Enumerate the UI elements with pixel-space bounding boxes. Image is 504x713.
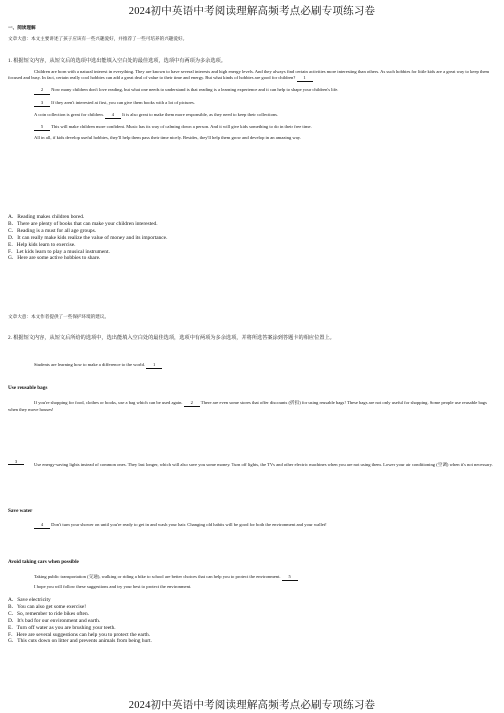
q1-instruction: 1. 根据短文内容，从短文后的选项中选出能填入空白处的最佳选项，选项中有两项为多余选项。 xyxy=(8,58,226,64)
q1-blank-1[interactable]: 1 xyxy=(297,75,313,82)
q2-para-3-body xyxy=(8,522,496,529)
q2-option-d[interactable]: D．It's bad for our environment and earth. xyxy=(8,617,101,624)
q1-passage xyxy=(8,69,496,141)
q1-para-5-text: This will make children more confident. Music has its way of calming down a person. And it will give kids something to do in their free time. xyxy=(51,124,312,130)
q2-para-2 xyxy=(8,462,496,468)
page-header: 2024初中英语中考阅读理解高频考点必刷专项练习卷 xyxy=(128,6,376,17)
q1-blank-2[interactable]: 2 xyxy=(34,87,50,94)
q2-option-c[interactable]: C．So, remember to ride bikes often. xyxy=(8,610,89,617)
q1-blank-5[interactable]: 5 xyxy=(34,124,50,131)
q2-intro-text: Students are learning how to make a difference to the world. xyxy=(34,362,146,367)
q1-para-4-text-b: It is also great to make them more responsible, as they need to keep their collections. xyxy=(122,111,279,117)
q1-options xyxy=(8,214,496,262)
q2-para-2-text: Use energy-saving lights instead of common ones. They last longer, which will also save you some money. Turn off lights, the TVs and other electric machines when you are not using them. Lower your air conditioning (空调) when it's not necessary. xyxy=(34,462,493,467)
q1-para-5 xyxy=(8,124,496,131)
q1-option-f[interactable]: F．Let kids learn to play a musical instrument. xyxy=(8,248,110,255)
q1-para-6: All in all, if kids develop useful hobbies, they'll help them pass their time nicely. Besides, they'll help them grow and develop in an amazing way. xyxy=(34,135,301,141)
q2-blank-4[interactable]: 4 xyxy=(34,522,50,529)
q2-passage xyxy=(8,362,496,369)
q2-heading-reusable-bags: Use reusable bags xyxy=(8,385,48,391)
q2-blank-3[interactable]: 3 xyxy=(8,459,24,465)
q2-option-f[interactable]: F．Here are several suggestions can help you to protect the earth. xyxy=(8,631,151,638)
q2-instruction: 2. 根据短文内容，从短文后所给的选项中，选出能填入空白处的最佳选项，选项中有两项为多余选项，并将所选答案涂到答题卡的相应位置上。 xyxy=(8,335,335,341)
q1-para-2-text: Now many children don't love reading, but what one needs to understand is that reading is a learning experience and it can help to shape your children's life. xyxy=(51,87,339,93)
q2-para-3-text: Don't turn your shower on until you're ready to get in and wash your hair. Changing old habits will be good for both the environment and your wallet! xyxy=(51,522,327,527)
page-footer: 2024初中英语中考阅读理解高频考点必刷专项练习卷 xyxy=(128,700,376,711)
q2-summary: 文章大意：本文作者提供了一些保护环境的建议。 xyxy=(8,314,110,319)
q1-summary: 文章大意：本文主要讲述了孩子应该有一些兴趣爱好，并推荐了一些可培养的兴趣爱好。 xyxy=(8,36,188,41)
q1-para-1-text: Children are born with a natural interest in everything. They are known to have several interests and high energy levels. And they always find certain activities more interesting than others. As such hobbies for little kids are a great way to keep them focused and busy. In fact, certain really cool hobbies can add a great deal of value to their time and energy. But what kinds of hobbies are good for children? xyxy=(8,69,490,81)
q2-blank-5[interactable]: 5 xyxy=(282,574,298,581)
q1-blank-4[interactable]: 4 xyxy=(105,112,121,119)
q2-blank-2[interactable]: 2 xyxy=(184,400,200,407)
q1-para-3-text: If they aren't interested at first, you can give them books with a lot of pictures. xyxy=(51,99,195,105)
q1-para-1 xyxy=(8,69,496,82)
q1-option-b[interactable]: B．There are plenty of books that can make your children interested. xyxy=(8,220,158,227)
q1-blank-3[interactable]: 3 xyxy=(34,100,50,107)
q1-para-3 xyxy=(8,100,496,107)
q1-para-4-text-a: A coin collection is great for children. xyxy=(34,111,104,117)
q2-para-1-text-b: There are even some stores that offer discounts (折扣) for using reusable bags! These bags are not only useful for shopping. Some people use reusable bags when they move houses! xyxy=(8,400,487,413)
q1-option-a[interactable]: A．Reading makes children bored. xyxy=(8,214,85,220)
q2-para-4-text: Taking public transportation (交通), walking or riding a bike to school are better choices that can help you to protect the environment. xyxy=(34,574,281,579)
q2-option-e[interactable]: E．Turn off water as you are brushing your teeth. xyxy=(8,624,116,631)
q2-para-4 xyxy=(8,574,496,590)
q1-option-d[interactable]: D．It can really make kids realize the value of money and its importance. xyxy=(8,234,168,241)
q1-option-g[interactable]: G．Here are some active hobbies to share. xyxy=(8,255,101,262)
q1-option-e[interactable]: E．Help kids learn to exercise. xyxy=(8,241,76,248)
q2-blank-1[interactable]: 1 xyxy=(146,362,162,369)
q2-option-b[interactable]: B．You can also get some exercise! xyxy=(8,603,87,610)
q2-option-a[interactable]: A．Save electricity xyxy=(8,597,51,603)
section-title: 一、阅读理解 xyxy=(8,25,36,30)
q2-para-1-body xyxy=(8,400,496,413)
q2-para-4-body xyxy=(8,574,496,581)
q1-para-2 xyxy=(8,87,496,94)
q2-para-3 xyxy=(8,522,496,529)
q2-heading-save-water: Save water xyxy=(8,508,33,514)
q1-option-c[interactable]: C．Reading is a must for all age groups. xyxy=(8,227,97,234)
q2-para-5: I hope you will follow these suggestions and try your best to protect the environment. xyxy=(34,584,192,590)
q2-intro xyxy=(8,362,496,369)
q2-options xyxy=(8,597,496,645)
q1-para-4 xyxy=(8,112,496,119)
q2-para-1-text-a: If you're shopping for food, clothes or books, use a bag which can be used again. xyxy=(34,400,183,405)
q2-heading-avoid-cars: Avoid taking cars when possible xyxy=(8,559,79,565)
q2-para-1 xyxy=(8,400,496,413)
q2-option-g[interactable]: G．This cuts down on litter and prevents animals from being hurt. xyxy=(8,638,152,645)
